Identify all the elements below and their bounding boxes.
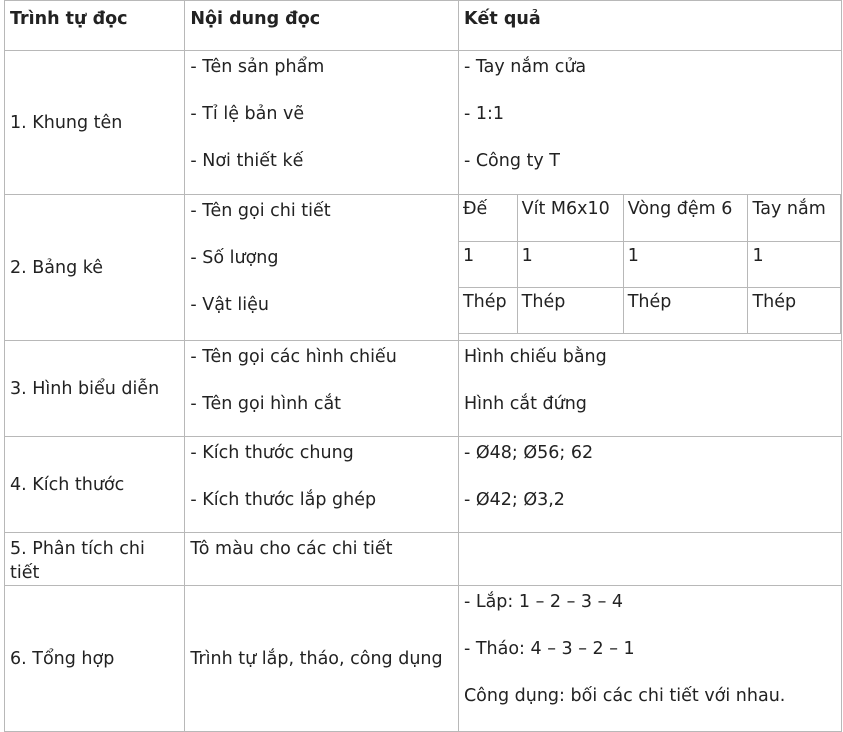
reading-table (4, 0, 842, 732)
step-cell: 1. Khung tên (5, 51, 185, 195)
step-cell: 3. Hình biểu diễn (5, 341, 185, 437)
content-cell: Trình tự lắp, tháo, công dụng (185, 586, 459, 732)
content-cell (185, 195, 459, 341)
result-line: - 1:1 (463, 104, 504, 124)
result-line: Hình cắt đứng (463, 394, 587, 414)
result-cell (458, 586, 841, 732)
content-line: - Vật liệu (190, 295, 269, 315)
content-cell: Tô màu cho các chi tiết (185, 533, 459, 586)
parts-list-table (459, 195, 841, 334)
parts-cell: Tay nắm (748, 195, 841, 241)
parts-cell: Vòng đệm 6 (623, 195, 748, 241)
parts-cell: 1 (517, 241, 623, 287)
table-row (5, 195, 842, 341)
header-step: Trình tự đọc (5, 1, 185, 51)
result-cell (458, 341, 841, 437)
parts-cell: Vít M6x10 (517, 195, 623, 241)
result-line: - Công ty T (463, 151, 560, 171)
result-line: - Lắp: 1 – 2 – 3 – 4 (463, 592, 624, 612)
step-cell: 6. Tổng hợp (5, 586, 185, 732)
parts-cell: Đế (459, 195, 517, 241)
content-line: - Tên gọi hình cắt (190, 394, 342, 414)
content-line: - Kích thước lắp ghép (190, 490, 377, 510)
result-line: Công dụng: bối các chi tiết với nhau. (463, 686, 786, 706)
content-cell (185, 341, 459, 437)
parts-qty-row (459, 241, 841, 287)
table-row (5, 51, 842, 195)
result-cell (458, 195, 841, 341)
content-line: - Nơi thiết kế (190, 151, 304, 171)
content-cell (185, 437, 459, 533)
parts-cell: Thép (748, 287, 841, 333)
content-line: - Tên sản phẩm (190, 57, 325, 77)
result-cell (458, 51, 841, 195)
parts-cell: 1 (748, 241, 841, 287)
header-row (5, 1, 842, 51)
content-line: - Kích thước chung (190, 443, 354, 463)
table-row (5, 586, 842, 732)
step-cell: 5. Phân tích chi tiết (5, 533, 185, 586)
content-line: - Tỉ lệ bản vẽ (190, 104, 305, 124)
parts-cell: Thép (517, 287, 623, 333)
parts-cell: 1 (459, 241, 517, 287)
content-cell (185, 51, 459, 195)
result-line: - Tay nắm cửa (463, 57, 587, 77)
content-line: - Tên gọi chi tiết (190, 201, 331, 221)
parts-name-row (459, 195, 841, 241)
result-line: - Ø48; Ø56; 62 (463, 443, 594, 463)
result-cell (458, 533, 841, 586)
step-cell: 2. Bảng kê (5, 195, 185, 341)
table-row (5, 533, 842, 586)
result-line: Hình chiếu bằng (463, 347, 607, 367)
header-content: Nội dung đọc (185, 1, 459, 51)
result-line: - Tháo: 4 – 3 – 2 – 1 (463, 639, 635, 659)
parts-cell: Thép (623, 287, 748, 333)
content-line: - Tên gọi các hình chiếu (190, 347, 397, 367)
parts-cell: Thép (459, 287, 517, 333)
parts-cell: 1 (623, 241, 748, 287)
result-cell (458, 437, 841, 533)
content-line: - Số lượng (190, 248, 279, 268)
table-row (5, 437, 842, 533)
result-line: - Ø42; Ø3,2 (463, 490, 565, 510)
table-row (5, 341, 842, 437)
header-result: Kết quả (458, 1, 841, 51)
parts-material-row (459, 287, 841, 333)
step-cell: 4. Kích thước (5, 437, 185, 533)
